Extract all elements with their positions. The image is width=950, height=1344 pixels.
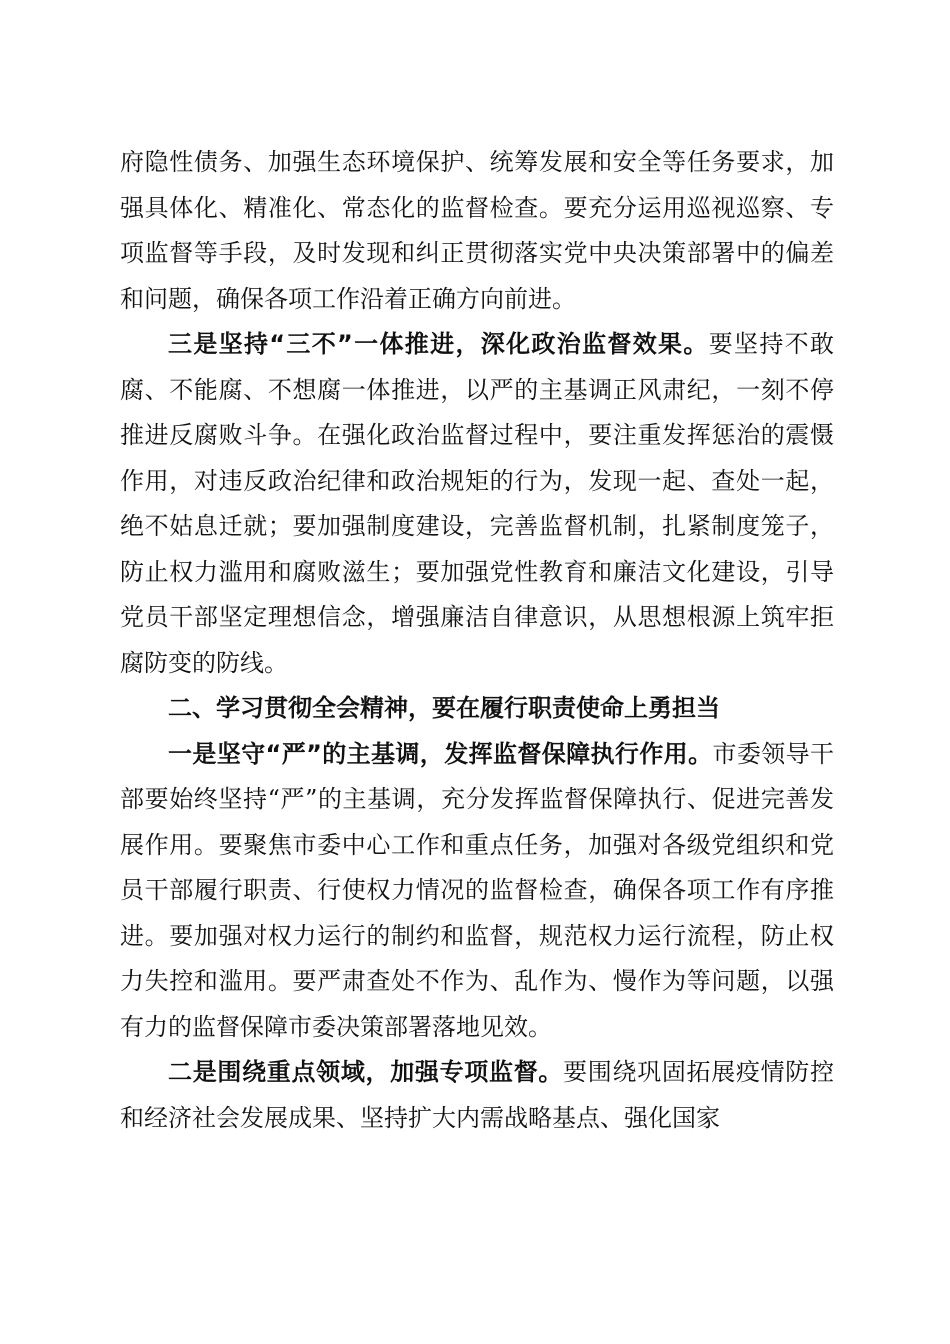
paragraph-body: 市委领导干部要始终坚持“严”的主基调，充分发挥监督保障执行、促进完善发展作用。要聚焦市委中心工作和重点任务，加强对各级党组织和党员干部履行职责、行使权力情况的监督检查，确保各项工作有序推进。要加强对权力运行的制约和监督，规范权力运行流程，防止权力失控和滥用。要严肃查处不作为、乱作为、慢作为等问题，以强有力的监督保障市委决策部署落地见效。 <box>120 739 835 1041</box>
section-heading-2: 二、学习贯彻全会精神，要在履行职责使命上勇担当 <box>168 694 720 722</box>
paragraph-continuation <box>120 140 834 322</box>
paragraph-body: 要坚持不敢腐、不能腐、不想腐一体推进，以严的主基调正风肃纪，一刻不停推进反腐败斗争。在强化政治监督过程中，要注重发挥惩治的震慑作用，对违反政治纪律和政治规矩的行为，发现一起、查处一起，绝不姑息迁就；要加强制度建设，完善监督机制，扎紧制度笼子，防止权力滥用和腐败滋生；要加强党性教育和廉洁文化建设，引导党员干部坚定理想信念，增强廉洁自律意识，从思想根源上筑牢拒腐防变的防线。 <box>120 330 835 677</box>
paragraph-body: 要围绕巩固拓展疫情防控和经济社会发展成果、坚持扩大内需战略基点、强化国家 <box>120 1058 835 1132</box>
paragraph-three-no-corruption <box>120 322 834 686</box>
paragraph-lead: 三是坚持“三不”一体推进，深化政治监督效果。 <box>168 330 709 358</box>
paragraph-special-supervision <box>120 1050 834 1141</box>
paragraph-strict-tone <box>120 732 834 1051</box>
paragraph-lead: 二是围绕重点领域，加强专项监督。 <box>168 1058 564 1086</box>
document-body <box>120 140 834 1141</box>
paragraph-lead: 一是坚守“严”的主基调，发挥监督保障执行作用。 <box>168 739 713 768</box>
paragraph-body: 府隐性债务、加强生态环境保护、统筹发展和安全等任务要求，加强具体化、精准化、常态化的监督检查。要充分运用巡视巡察、专项监督等手段，及时发现和纠正贯彻落实党中央决策部署中的偏差和问题，确保各项工作沿着正确方向前进。 <box>120 148 834 313</box>
